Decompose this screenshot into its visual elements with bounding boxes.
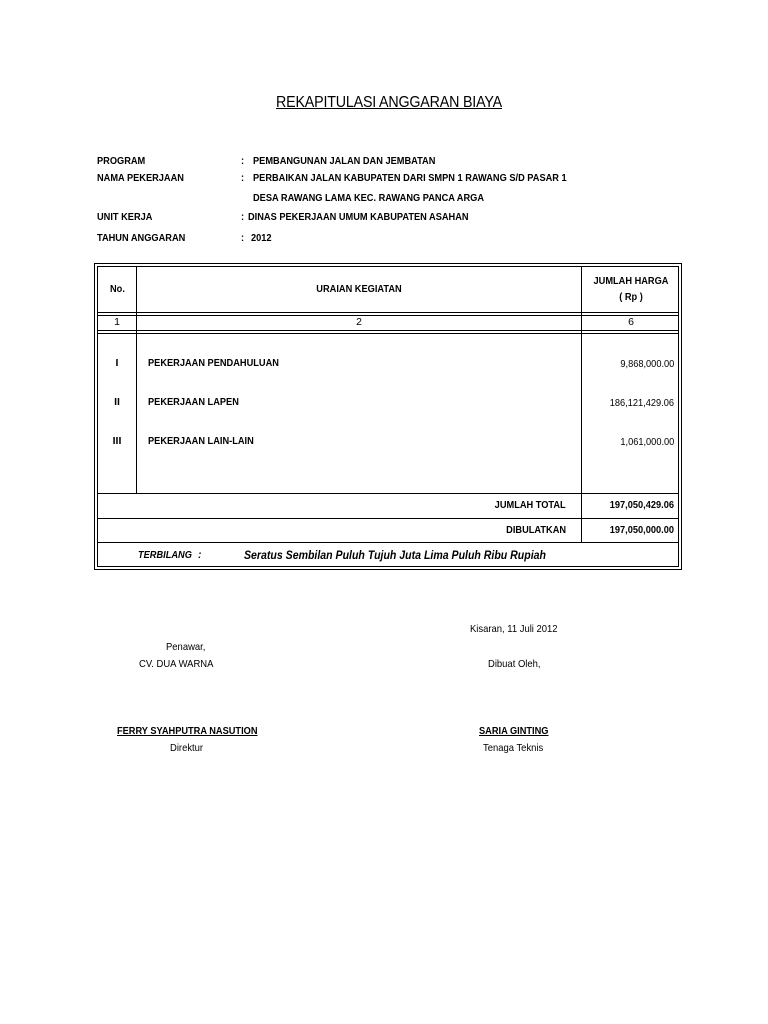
rounded-divider — [98, 542, 678, 543]
header-uraian: URAIAN KEGIATAN — [316, 283, 402, 295]
col-jumlah-divider — [581, 267, 582, 542]
rounded-label: DIBULATKAN — [506, 524, 566, 536]
header-jumlah-line2: ( Rp ) — [619, 291, 643, 303]
info-label-program: PROGRAM — [97, 155, 146, 167]
left-signer-name: FERRY SYAHPUTRA NASUTION — [117, 725, 258, 737]
info-value-nama-pekerjaan-line2: DESA RAWANG LAMA KEC. RAWANG PANCA ARGA — [253, 192, 484, 204]
left-role: Penawar, — [166, 641, 206, 653]
row-no: I — [115, 357, 119, 369]
row-jumlah: 1,061,000.00 — [620, 436, 674, 448]
left-signer-title: Direktur — [170, 742, 204, 754]
info-label-unit-kerja: UNIT KERJA — [97, 211, 153, 223]
right-signer-title: Tenaga Teknis — [483, 742, 544, 754]
budget-table — [94, 263, 682, 570]
col-number-1: 1 — [114, 316, 120, 328]
row-jumlah: 9,868,000.00 — [620, 358, 674, 370]
info-value-program: PEMBANGUNAN JALAN DAN JEMBATAN — [253, 155, 436, 167]
header-divider — [98, 312, 678, 313]
info-sep-program: : — [241, 155, 245, 167]
info-sep-nama-pekerjaan: : — [241, 172, 245, 184]
document-title: REKAPITULASI ANGGARAN BIAYA — [276, 94, 502, 111]
total-label: JUMLAH TOTAL — [494, 499, 566, 511]
info-label-tahun-anggaran: TAHUN ANGGARAN — [97, 232, 186, 244]
right-role: Dibuat Oleh, — [488, 658, 541, 670]
info-value-nama-pekerjaan: PERBAIKAN JALAN KABUPATEN DARI SMPN 1 RAWANG S/D PASAR 1 — [253, 172, 567, 184]
place-date: Kisaran, 11 Juli 2012 — [470, 623, 558, 635]
left-company: CV. DUA WARNA — [139, 658, 214, 670]
col-number-6: 6 — [628, 316, 634, 328]
info-label-nama-pekerjaan: NAMA PEKERJAAN — [97, 172, 184, 184]
items-divider — [98, 493, 678, 494]
terbilang-value: Seratus Sembilan Puluh Tujuh Juta Lima Puluh Ribu Rupiah — [244, 548, 546, 562]
right-signer-name: SARIA GINTING — [479, 725, 549, 737]
row-uraian: PEKERJAAN LAPEN — [148, 396, 239, 408]
info-value-tahun-anggaran: 2012 — [251, 232, 272, 244]
row-uraian: PEKERJAAN LAIN-LAIN — [148, 435, 254, 447]
column-number-divider-double — [98, 333, 678, 334]
header-no: No. — [110, 283, 125, 295]
col-no-divider — [136, 267, 137, 493]
row-jumlah: 186,121,429.06 — [609, 397, 674, 409]
row-uraian: PEKERJAAN PENDAHULUAN — [148, 357, 279, 369]
column-number-divider — [98, 330, 678, 331]
col-number-2: 2 — [356, 316, 362, 328]
budget-table-inner — [97, 266, 679, 567]
info-sep-tahun-anggaran: : — [241, 232, 245, 244]
row-no: III — [112, 435, 122, 447]
total-value: 197,050,429.06 — [609, 499, 674, 511]
terbilang-label: TERBILANG — [138, 549, 192, 561]
terbilang-sep: : — [198, 549, 202, 561]
total-divider — [98, 518, 678, 519]
header-jumlah-line1: JUMLAH HARGA — [593, 275, 669, 287]
info-value-unit-kerja: DINAS PEKERJAAN UMUM KABUPATEN ASAHAN — [248, 211, 469, 223]
rounded-value: 197,050,000.00 — [609, 524, 674, 536]
info-sep-unit-kerja: : — [241, 211, 245, 223]
row-no: II — [114, 396, 120, 408]
